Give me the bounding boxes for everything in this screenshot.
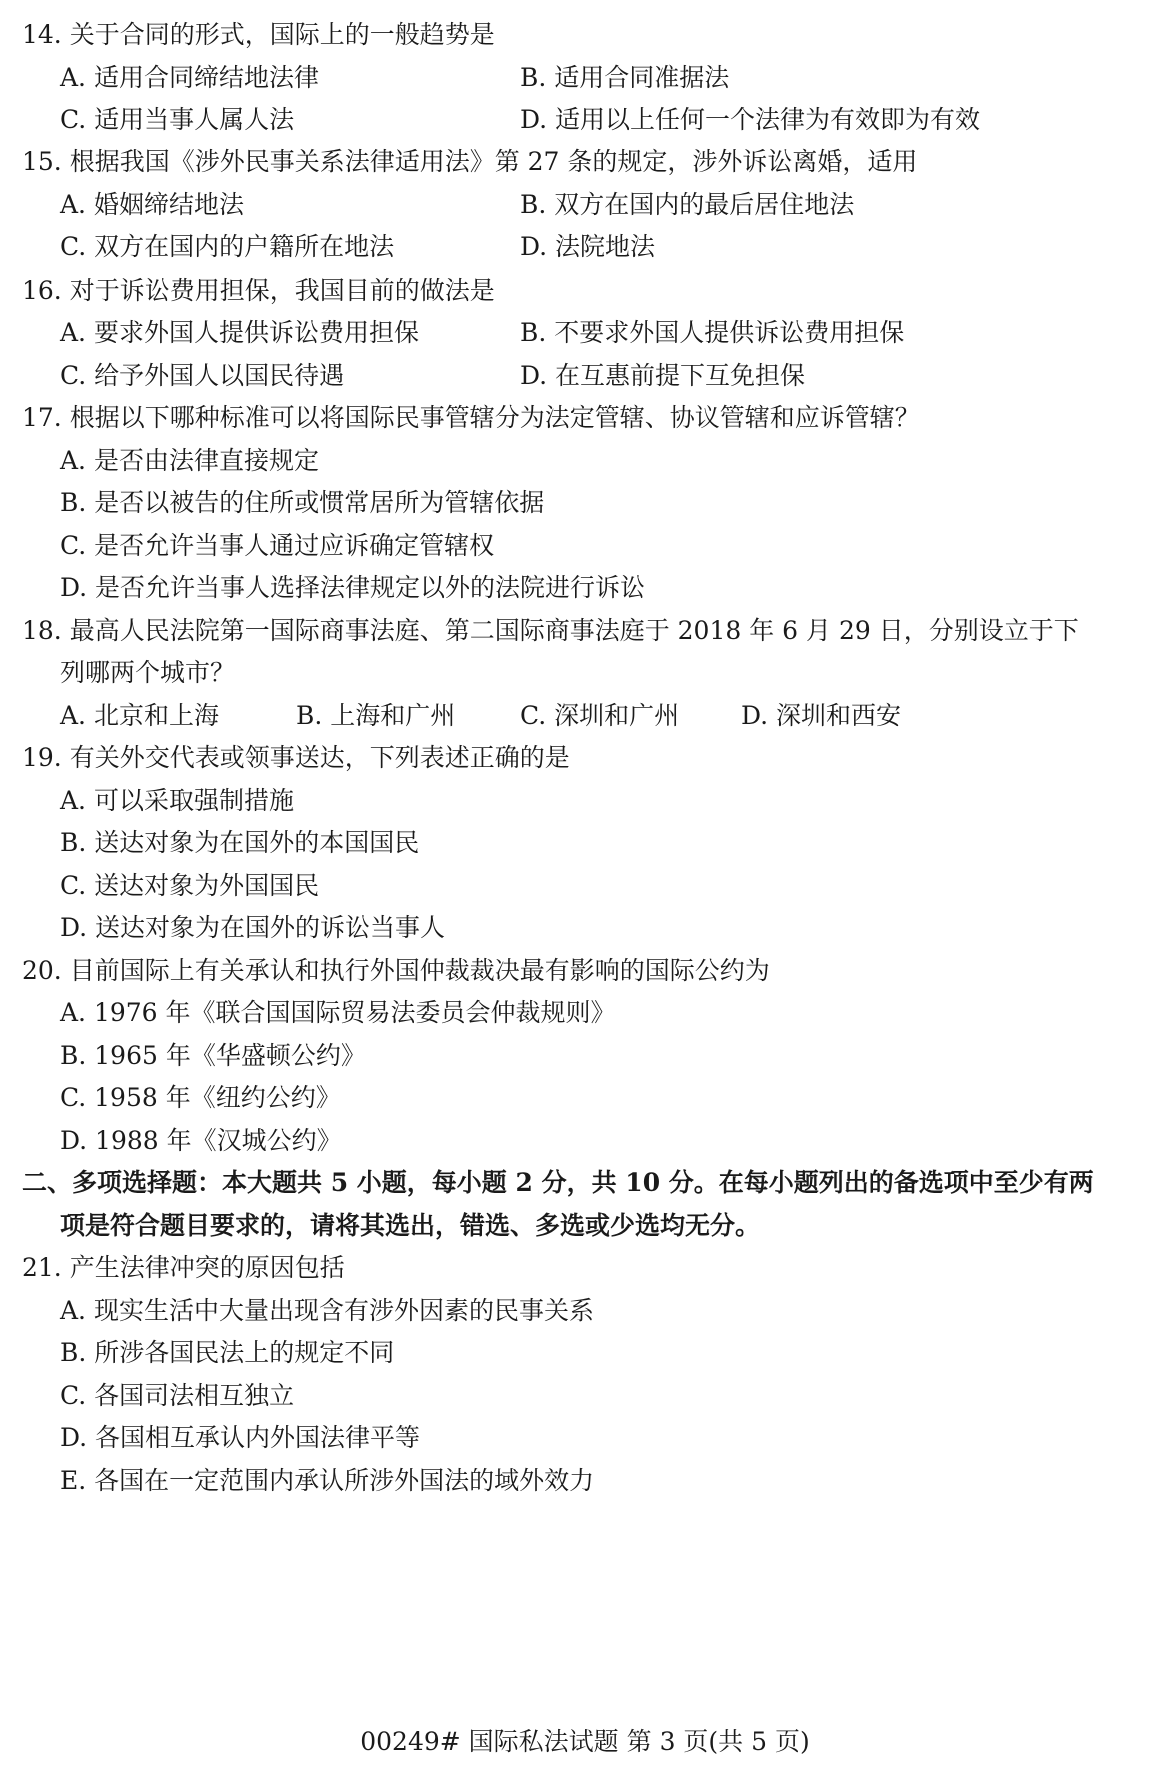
section-2-heading: 二、多项选择题：本大题共 5 小题，每小题 2 分，共 10 分。在每小题列出的备选项中至少有两 [22, 1168, 1094, 1197]
question-15-option-d: D. 法院地法 [520, 232, 656, 261]
question-17-stem: 17. 根据以下哪种标准可以将国际民事管辖分为法定管辖、协议管辖和应诉管辖？ [22, 403, 920, 432]
question-19-option-a: A. 可以采取强制措施 [60, 786, 294, 815]
question-14-option-d: D. 适用以上任何一个法律为有效即为有效 [520, 105, 981, 134]
question-21-option-c: C. 各国司法相互独立 [60, 1381, 295, 1410]
question-20-option-b: B. 1965 年《华盛顿公约》 [60, 1041, 366, 1070]
question-21-option-a: A. 现实生活中大量出现含有涉外因素的民事关系 [60, 1296, 594, 1325]
question-21-option-b: B. 所涉各国民法上的规定不同 [60, 1338, 395, 1367]
question-15-option-c: C. 双方在国内的户籍所在地法 [60, 232, 395, 261]
question-15-option-b: B. 双方在国内的最后居住地法 [520, 190, 855, 219]
question-17-option-c: C. 是否允许当事人通过应诉确定管辖权 [60, 531, 495, 560]
question-16-option-b: B. 不要求外国人提供诉讼费用担保 [520, 318, 905, 347]
question-18-option-a: A. 北京和上海 [60, 701, 219, 730]
question-16-option-c: C. 给予外国人以国民待遇 [60, 361, 345, 390]
question-18-stem: 18. 最高人民法院第一国际商事法庭、第二国际商事法庭于 2018 年 6 月 29 日，分别设立于下 [22, 616, 1079, 645]
question-15-stem: 15. 根据我国《涉外民事关系法律适用法》第 27 条的规定，涉外诉讼离婚，适用 [22, 147, 918, 176]
question-20-option-c: C. 1958 年《纽约公约》 [60, 1083, 341, 1112]
question-18-option-c: C. 深圳和广州 [520, 701, 680, 730]
question-18-stem-continued: 列哪两个城市？ [60, 658, 236, 687]
section-2-heading-continued: 项是符合题目要求的，请将其选出，错选、多选或少选均无分。 [60, 1211, 761, 1240]
question-19-stem: 19. 有关外交代表或领事送达，下列表述正确的是 [22, 743, 570, 772]
question-15-option-a: A. 婚姻缔结地法 [60, 190, 244, 219]
question-16-option-a: A. 要求外国人提供诉讼费用担保 [60, 318, 419, 347]
question-19-option-b: B. 送达对象为在国外的本国国民 [60, 828, 420, 857]
question-20-option-a: A. 1976 年《联合国国际贸易法委员会仲裁规则》 [60, 998, 616, 1027]
question-14-option-a: A. 适用合同缔结地法律 [60, 63, 319, 92]
question-17-option-a: A. 是否由法律直接规定 [60, 446, 319, 475]
question-18-option-b: B. 上海和广州 [296, 701, 456, 730]
question-14-option-b: B. 适用合同准据法 [520, 63, 730, 92]
question-18-option-d: D. 深圳和西安 [741, 701, 902, 730]
question-21-option-e: E. 各国在一定范围内承认所涉外国法的域外效力 [60, 1466, 595, 1495]
question-14-stem: 14. 关于合同的形式，国际上的一般趋势是 [22, 20, 495, 49]
question-19-option-c: C. 送达对象为外国国民 [60, 871, 320, 900]
question-17-option-b: B. 是否以被告的住所或惯常居所为管辖依据 [60, 488, 545, 517]
page-footer: 00249# 国际私法试题 第 3 页(共 5 页) [360, 1727, 810, 1756]
question-21-option-d: D. 各国相互承认内外国法律平等 [60, 1423, 421, 1452]
question-14-option-c: C. 适用当事人属人法 [60, 105, 295, 134]
question-20-option-d: D. 1988 年《汉城公约》 [60, 1126, 342, 1155]
question-20-stem: 20. 目前国际上有关承认和执行外国仲裁裁决最有影响的国际公约为 [22, 956, 770, 985]
question-17-option-d: D. 是否允许当事人选择法律规定以外的法院进行诉讼 [60, 573, 646, 602]
question-19-option-d: D. 送达对象为在国外的诉讼当事人 [60, 913, 446, 942]
question-16-stem: 16. 对于诉讼费用担保，我国目前的做法是 [22, 276, 495, 305]
question-21-stem: 21. 产生法律冲突的原因包括 [22, 1253, 345, 1282]
question-16-option-d: D. 在互惠前提下互免担保 [520, 361, 806, 390]
